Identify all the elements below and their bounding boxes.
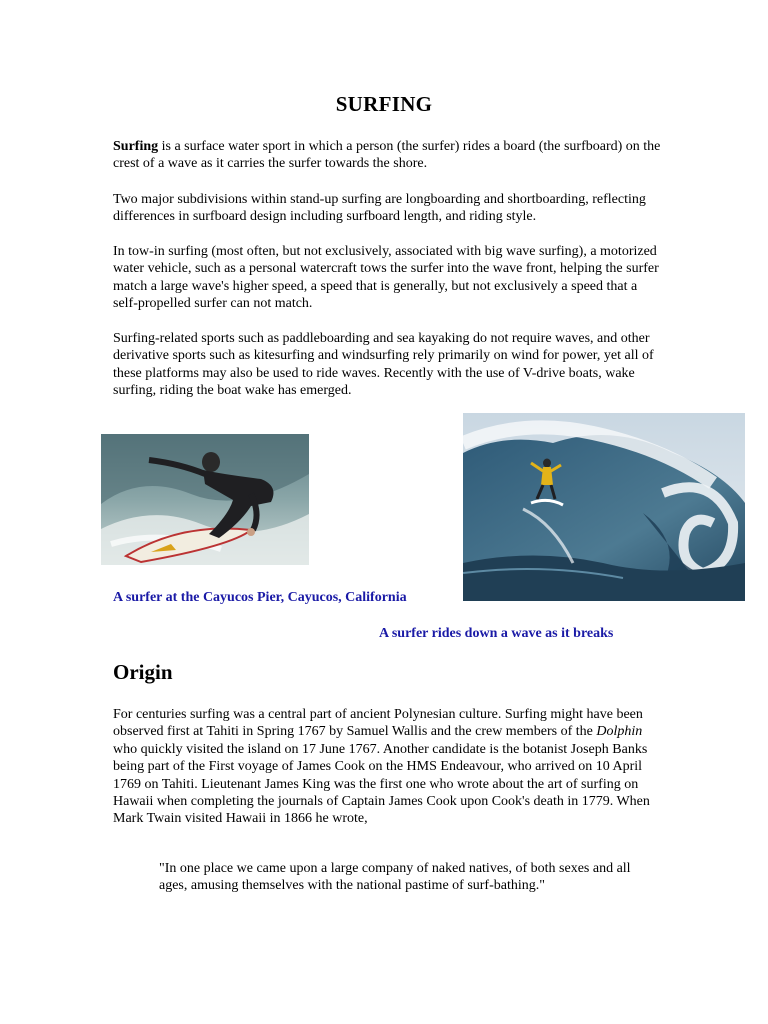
mark-twain-quote: "In one place we came upon a large company of naked natives, of both sexes and all ages, amusing themselves with the national pastime of surf-bathing." — [159, 861, 631, 894]
related-sports-paragraph: Surfing-related sports such as paddleboarding and sea kayaking do not require waves, and other derivative sports such as kitesurfing and windsurfing rely primarily on wind for power, yet all of these platforms may also be used to ride waves. Recently with the use of V-drive boats, wake surfing, riding the boat wake has emerged. — [113, 331, 654, 399]
surfer-big-wave-photo — [463, 413, 745, 601]
surfer-cayucos-photo — [101, 434, 309, 565]
intro-term: Surfing — [113, 139, 159, 154]
page-title: SURFING — [335, 92, 433, 116]
caption-big-wave: A surfer rides down a wave as it breaks — [379, 626, 614, 641]
intro-paragraph — [113, 138, 661, 173]
tow-in-paragraph: In tow-in surfing (most often, but not exclusively, associated with big wave surfing), a motorized water vehicle, such as a personal watercraft tows the surfer into the wave front, helping the surfer match a large wave's higher speed, a speed that is generally, but not exclusively a speed that a self-propelled surfer can not match. — [113, 244, 659, 312]
intro-text: is a surface water sport in which a person (the surfer) rides a board (the surfboard) on the crest of a wave as it carries the surfer towards the shore. — [113, 139, 661, 172]
subdivisions-paragraph: Two major subdivisions within stand-up surfing are longboarding and shortboarding, reflecting differences in surfboard design including surfboard length, and riding style. — [113, 192, 646, 225]
origin-text-end: who quickly visited the island on 17 June 1767. Another candidate is the botanist Joseph Banks being part of the First voyage of James Cook on the HMS Endeavour, who arrived on 10 April 1769 on Tahiti. Lieutenant James King was the first one who wrote about the art of surfing on Hawaii when completing the journals of Captain James Cook upon Cook's death in 1779. When Mark Twain visited Hawaii in 1866 he wrote, — [113, 741, 650, 827]
origin-heading: Origin — [113, 660, 173, 684]
caption-cayucos: A surfer at the Cayucos Pier, Cayucos, California — [113, 590, 407, 605]
origin-paragraph — [113, 706, 661, 828]
ship-name: Dolphin — [596, 724, 643, 740]
origin-text-start: For centuries surfing was a central part of ancient Polynesian culture. Surfing might have been observed first at Tahiti in Spring 1767 by Samuel Wallis and the crew members of the — [113, 707, 643, 740]
